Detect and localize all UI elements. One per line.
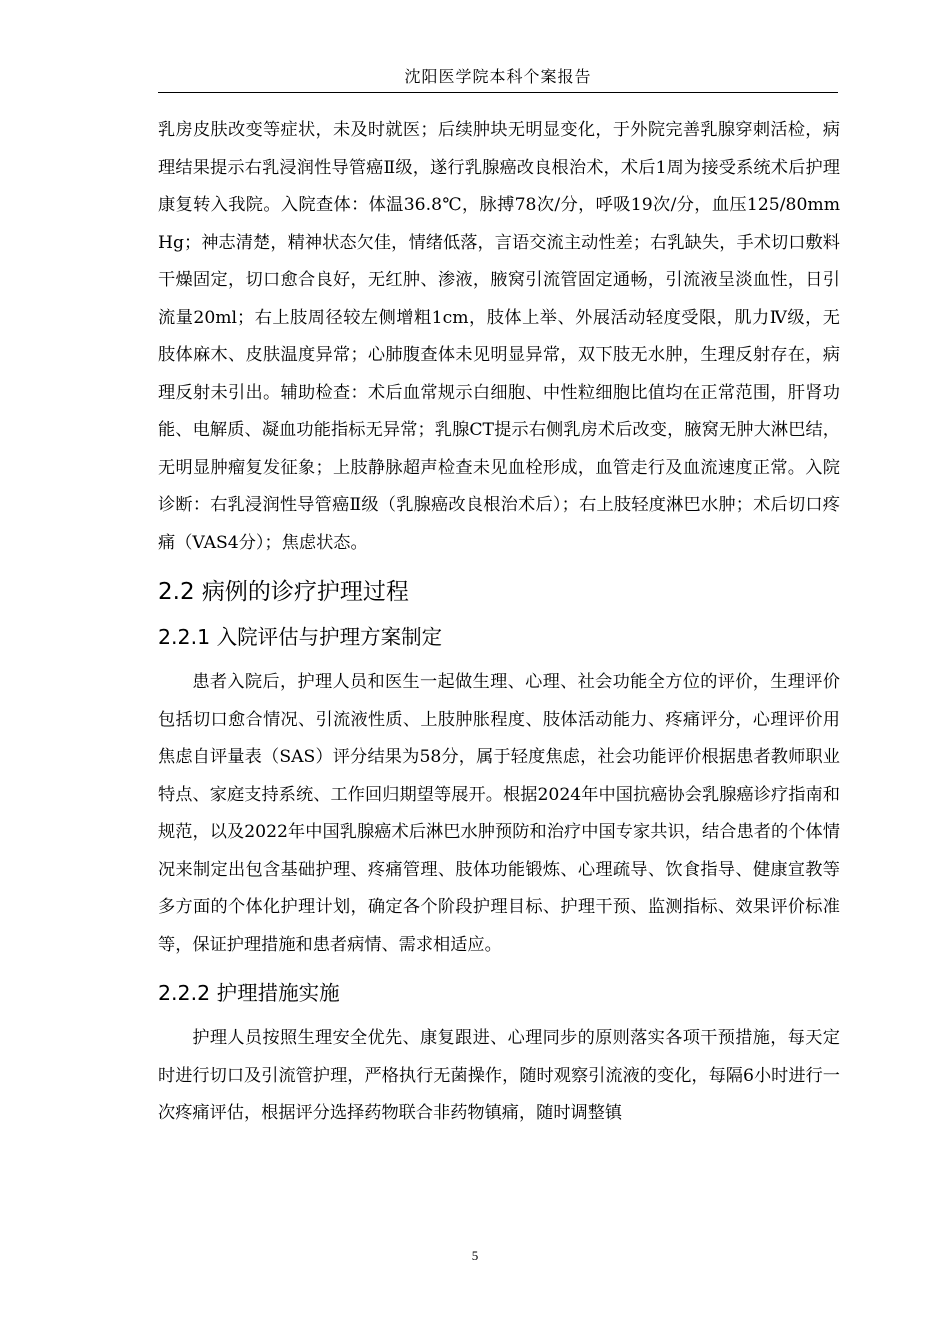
section-heading-2-2: 2.2 病例的诊疗护理过程 [158, 579, 409, 605]
section-heading-2-2-2: 2.2.2 护理措施实施 [158, 981, 340, 1005]
page-header: 沈阳医学院本科个案报告 [158, 62, 838, 93]
section-heading-2-2-1: 2.2.1 入院评估与护理方案制定 [158, 625, 443, 649]
paragraph-admission-assessment: 患者入院后，护理人员和医生一起做生理、心理、社会功能全方位的评价，生理评价包括切口愈合情况、引流液性质、上肢肿胀程度、肢体活动能力、疼痛评分，心理评价用焦虑自评量表（SAS）评分结果为58分，属于轻度焦虑，社会功能评价根据患者教师职业特点、家庭支持系统、工作回归期望等展开。根据2024年中国抗癌协会乳腺癌诊疗指南和规范，以及2022年中国乳腺癌术后淋巴水肿预防和治疗中国专家共识，结合患者的个体情况来制定出包含基础护理、疼痛管理、肢体功能锻炼、心理疏导、饮食指导、健康宣教等多方面的个体化护理计划，确定各个阶段护理目标、护理干预、监测指标、效果评价标准等，保证护理措施和患者病情、需求相适应。 [158, 672, 840, 955]
paragraph-case-intro: 乳房皮肤改变等症状，未及时就医；后续肿块无明显变化，于外院完善乳腺穿刺活检，病理结果提示右乳浸润性导管癌Ⅱ级，遂行乳腺癌改良根治术，术后1周为接受系统术后护理康复转入我院。入院查体：体温36.8℃，脉搏78次/分，呼吸19次/分，血压125/80mmHg；神志清楚，精神状态欠佳，情绪低落，言语交流主动性差；右乳缺失，手术切口敷料干燥固定，切口愈合良好，无红肿、渗液，腋窝引流管固定通畅，引流液呈淡血性，日引流量20ml；右上肢周径较左侧增粗1cm，肢体上举、外展活动轻度受限，肌力Ⅳ级，无肢体麻木、皮肤温度异常；心肺腹查体未见明显异常，双下肢无水肿，生理反射存在，病理反射未引出。辅助检查：术后血常规示白细胞、中性粒细胞比值均在正常范围，肝肾功能、电解质、凝血功能指标无异常；乳腺CT提示右侧乳房术后改变，腋窝无肿大淋巴结，无明显肿瘤复发征象；上肢静脉超声检查未见血栓形成，血管走行及血流速度正常。入院诊断：右乳浸润性导管癌Ⅱ级（乳腺癌改良根治术后）；右上肢轻度淋巴水肿；术后切口疼痛（VAS4分）；焦虑状态。 [158, 120, 840, 553]
paragraph-nursing-measures: 护理人员按照生理安全优先、康复跟进、心理同步的原则落实各项干预措施，每天定时进行切口及引流管护理，严格执行无菌操作，随时观察引流液的变化，每隔6小时进行一次疼痛评估，根据评分选择药物联合非药物镇痛，随时调整镇 [158, 1028, 840, 1123]
document-body [158, 112, 840, 1133]
page-number: 5 [471, 1248, 479, 1263]
